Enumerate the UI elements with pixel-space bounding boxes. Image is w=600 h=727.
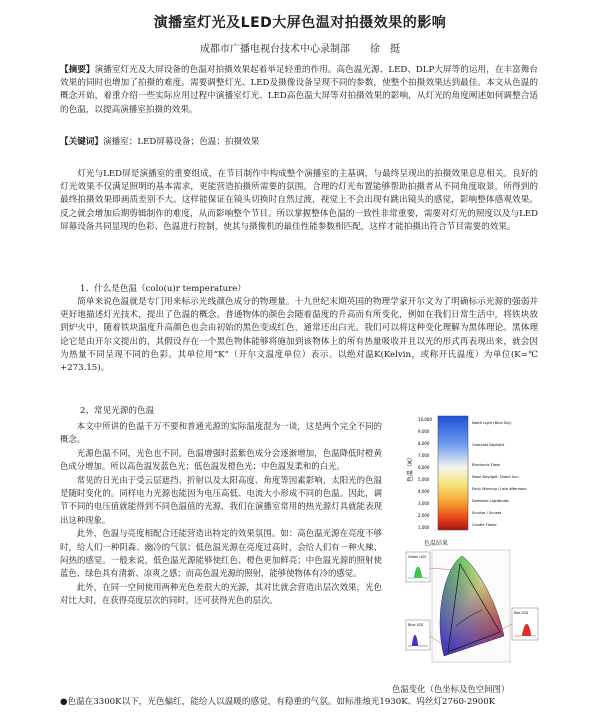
red-led-inset [512, 608, 538, 640]
color-gradient-bar [438, 416, 468, 530]
scale-tick: 2,000 [418, 513, 430, 518]
scale-tick: 3,000 [418, 501, 430, 506]
scale-label: Noon Daylight, Direct Sun [472, 475, 519, 479]
scale-ticks [418, 417, 432, 530]
cie-chromaticity-diagram [404, 548, 540, 666]
inset-label: Green LED [408, 555, 426, 559]
abstract-block [60, 64, 538, 117]
keywords-block [60, 136, 538, 149]
abstract-label: 【摘要】 [60, 65, 95, 75]
section2-paragraph-4: 此外，色温与亮度相配合还能营造出特定的效果氛围。如：高色温光源在亮度不够时，给人们一种阴森、幽冷的气氛；低色温光源在亮度过高时，会给人们有一种火辣、闷热的感觉。一般来说，低色温光源能够使红色、橙色更加鲜亮；中色温光源的照射使蓝色、绿色具有清新、凉爽之感；而高色温光源的照射，能够使物体有冷的感觉。 [60, 528, 382, 579]
intro-paragraph: 灯光与LED屏是演播室的重要组成，在节目制作中构成整个演播室的主基调，与最终呈现出的拍摄效果息息相关。良好的灯光效果不仅满足照明的基本需求，更能营造拍摄所需要的氛围。合理的灯光布置能够帮助拍摄者从不同角度取景，所得到的最终拍摄效果即画质差别不大。这样能保证在镜头切换时自然过渡，视觉上不会出现有跳出镜头的感觉，影响整体感观效果。反之就会增加后期剪辑制作的难度，从而影响整个节目。所以掌握整体色温的一致性非常重要，需要对灯光的照度以及与LED屏幕设备共同显现的色彩、色温进行控制，使其与摄像机的最佳性能参数相匹配，这样才能拍摄出符合节目需要的效果。 [60, 169, 538, 232]
scale-tick: 6,000 [418, 465, 430, 470]
section2-paragraph-1: 本文中所讲的色温千万不要和普通光源的实际温度混为一谈，这是两个完全不同的概念。 [60, 421, 382, 445]
color-temperature-scale [404, 412, 540, 536]
scale-label: Early Morning / Late Afternoon [472, 487, 527, 491]
keywords-text: 演播室；LED屏幕设备；色温；拍摄效果 [102, 137, 260, 147]
chart-title: 色温结果 [424, 540, 449, 547]
paper-title: 演播室灯光及LED大屏色温对拍摄效果的影响 [153, 15, 447, 31]
section1-paragraph: 简单来说色温就是专门用来标示光线颜色成分的物理量。十九世纪末期英国的物理学家开尔文为了明确标示光源的强弱并更好地描述灯光技术，提出了色温的概念。普通物体的颜色会随着温度的升高而有所变化，例如在我们日常生活中，将铁块放到炉火中，随着铁块温度升高颜色也会由初始的黑色变成红色，通常还出白光。我们可以将这种变化理解为黑体理论。黑体理论它是由开尔文提出的，其假设存在一个黑色物体能够将施加到该物体上的所有热量吸收并且以光的形式再表现出来，就会因为热量不同呈现不同的色彩。其单位用“K”（开尔文温度单位）表示。以绝对温K(Kelvin，或称开氏温度）为单位(K=℃+273.15)。 [60, 297, 538, 374]
section2-paragraph-2: 光源色温不同，光色也不同。色温增强时蓝紫色成分会逐渐增加，色温降低时橙黄色成分增加。所以高色温发蓝色光；低色温发橙色光；中色温发柔和的白光。 [60, 447, 382, 472]
scale-label: Sunrise / Sunset [472, 511, 502, 515]
scale-label: Overcast Daylight [472, 443, 505, 447]
scale-labels [472, 421, 527, 527]
scale-axis-label: 色温（K） [407, 454, 414, 482]
scale-tick: 7,000 [418, 453, 430, 458]
green-led-inset [406, 552, 430, 582]
inset-label: Red LED [514, 611, 529, 615]
scale-tick: 5,000 [418, 477, 430, 482]
section2-heading: 2、常见光源的色温 [80, 406, 155, 416]
bullet-line: ●色温在3300K以下，光色偏红，能给人以温暖的感觉，有稳重的气氛。如标准烛光1930K、钨丝灯2760-2900K [60, 697, 496, 707]
author-line: 成都市广播电视台技术中心录制部 徐 挺 [200, 44, 400, 55]
scale-label: Domestic Lightbulbs [472, 499, 509, 503]
scale-label: Electronic Flash [472, 463, 501, 467]
abstract-text: 演播室灯光及大屏设备的色温对拍摄效果起着举足轻重的作用。高色温光源、LED、DLP大屏等的运用，在丰富舞台效果的同时也增加了拍摄的难度。需要调整灯光、LED及摄像设备呈现不同的参数，使整个拍摄效果达到最佳。本文从色温的概念开始，着重介绍一些实际应用过程中演播室灯光、LED高色温大屏等对拍摄效果的影响，从灯光的角度阐述如何调整合适的色温，以提高演播室拍摄的效果。 [60, 65, 538, 115]
inset-label: Blue LED [408, 623, 424, 627]
scale-label: Candle Flame [472, 523, 497, 527]
scale-tick: 8,000 [418, 441, 430, 446]
keywords-label: 【关键词】 [60, 137, 103, 147]
figure-caption: 色温变化（色坐标及色空间图） [392, 684, 510, 694]
section2-paragraph-3: 常见的日光由于受云层遮挡、折射以及太阳高度、角度等因素影响，太阳光的色温是随时变化的。同样电力光源也能因为电压高低、电流大小形成不同的色温。因此，调节不同的电压值就能得到不同色温值的光源，我们在演播室常用的热光源灯具就能表现出这种现象。 [60, 474, 382, 525]
section1-heading: 1、什么是色温（colo(u)r temperature） [80, 284, 246, 294]
scale-tick: 1,000 [418, 525, 430, 530]
scale-tick: 4,000 [418, 489, 430, 494]
scale-label: North Light (Blue Sky) [472, 421, 512, 425]
scale-tick: 9,000 [418, 429, 430, 434]
blue-led-inset [406, 620, 430, 650]
section2-body [60, 420, 382, 608]
scale-tick: 10,000 [418, 417, 432, 422]
section2-paragraph-5: 此外，在同一空间使用两种光色差很大的光源，其对比就会营造出层次效果，光色对比大时，在获得亮度层次的同时，还可获得光色的层次。 [60, 581, 382, 606]
